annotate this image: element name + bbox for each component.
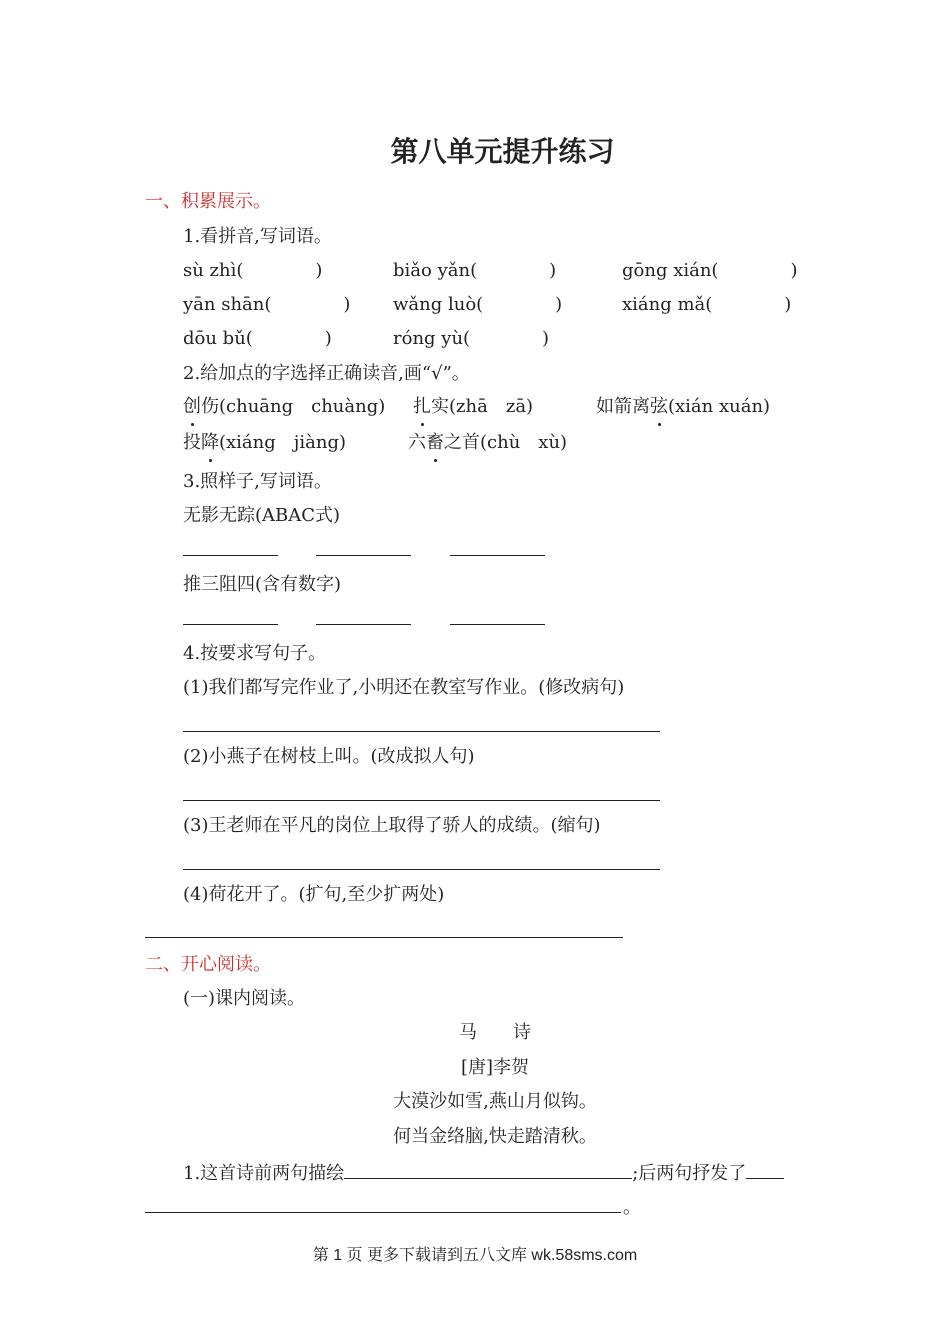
q4-sentence4: (4)荷花开了。(扩句,至少扩两处) <box>183 884 445 905</box>
q1-prompt: 1.看拼音,写词语。 <box>183 226 332 247</box>
reading-q1 <box>183 1160 784 1187</box>
answer-line <box>145 937 623 938</box>
q2-item <box>408 430 567 456</box>
dotted-char: 畜 <box>426 430 444 456</box>
pinyin-item: róng yù( ) <box>393 328 550 349</box>
q4-sentence1: (1)我们都写完作业了,小明还在教室写作业。(修改病句) <box>183 677 625 698</box>
pinyin-item: dōu bǔ( ) <box>183 328 332 349</box>
reading-subheading: (一)课内阅读。 <box>183 988 306 1009</box>
dotted-char: 降 <box>201 430 219 456</box>
pinyin-item: sù zhì( ) <box>183 260 323 281</box>
section1-heading: 一、积累展示。 <box>145 191 271 212</box>
answer-line <box>183 731 660 732</box>
reading-q1-part1: 1.这首诗前两句描绘 <box>183 1163 345 1184</box>
q2-item <box>183 394 385 420</box>
poem-author: [唐]李贺 <box>460 1057 530 1078</box>
dotted-char: 弦 <box>650 394 668 420</box>
dotted-char: 扎 <box>413 394 431 420</box>
reading-q1-part2: ;后两句抒发了 <box>632 1163 747 1184</box>
q2-item-rest: 之首(chù xù) <box>444 432 568 453</box>
q3-example2: 推三阻四(含有数字) <box>183 574 342 595</box>
q2-item-pre: 投 <box>183 432 201 453</box>
q3-example1: 无影无踪(ABAC式) <box>183 505 341 526</box>
q2-item-pre: 如箭离 <box>596 396 650 417</box>
poem-line: 何当金络脑,快走踏清秋。 <box>393 1126 597 1147</box>
poem-title: 马 诗 <box>459 1022 531 1043</box>
answer-line <box>183 869 660 870</box>
answer-line <box>316 624 411 625</box>
q2-item-rest: 伤(chuāng chuàng) <box>201 396 386 417</box>
q3-prompt: 3.照样子,写词语。 <box>183 471 332 492</box>
q2-item <box>183 430 346 456</box>
q4-prompt: 4.按要求写句子。 <box>183 643 327 664</box>
pinyin-item: yān shān( ) <box>183 294 351 315</box>
pinyin-item: xiáng mǎ( ) <box>622 294 792 315</box>
pinyin-item: gōng xián( ) <box>622 260 798 281</box>
answer-blank <box>746 1160 784 1179</box>
answer-line <box>183 800 660 801</box>
q2-item-pre: 六 <box>408 432 426 453</box>
q4-sentence2: (2)小燕子在树枝上叫。(改成拟人句) <box>183 746 475 767</box>
q2-item-rest: 实(zhā zā) <box>431 396 534 417</box>
answer-blank <box>344 1160 632 1179</box>
section2-heading: 二、开心阅读。 <box>145 954 271 975</box>
answer-line <box>450 624 545 625</box>
q4-sentence3: (3)王老师在平凡的岗位上取得了骄人的成绩。(缩句) <box>183 815 601 836</box>
q2-item-rest: (xián xuán) <box>668 396 771 417</box>
answer-line <box>450 555 545 556</box>
page-title: 第八单元提升练习 <box>390 135 615 168</box>
answer-line <box>316 555 411 556</box>
reading-q1-end: 。 <box>623 1197 641 1218</box>
answer-line <box>145 1212 621 1213</box>
q2-prompt: 2.给加点的字选择正确读音,画“√”。 <box>183 363 470 384</box>
pinyin-item: wǎng luò( ) <box>393 294 563 315</box>
q2-item <box>596 394 770 420</box>
answer-line <box>183 555 278 556</box>
dotted-char: 创 <box>183 394 201 420</box>
answer-line <box>183 624 278 625</box>
poem-line: 大漠沙如雪,燕山月似钩。 <box>393 1091 597 1112</box>
page-footer: 第 1 页 更多下载请到五八文库 wk.58sms.com <box>312 1247 638 1264</box>
q2-item <box>413 394 533 420</box>
q2-item-rest: (xiáng jiàng) <box>219 432 346 453</box>
pinyin-item: biǎo yǎn( ) <box>393 260 557 281</box>
